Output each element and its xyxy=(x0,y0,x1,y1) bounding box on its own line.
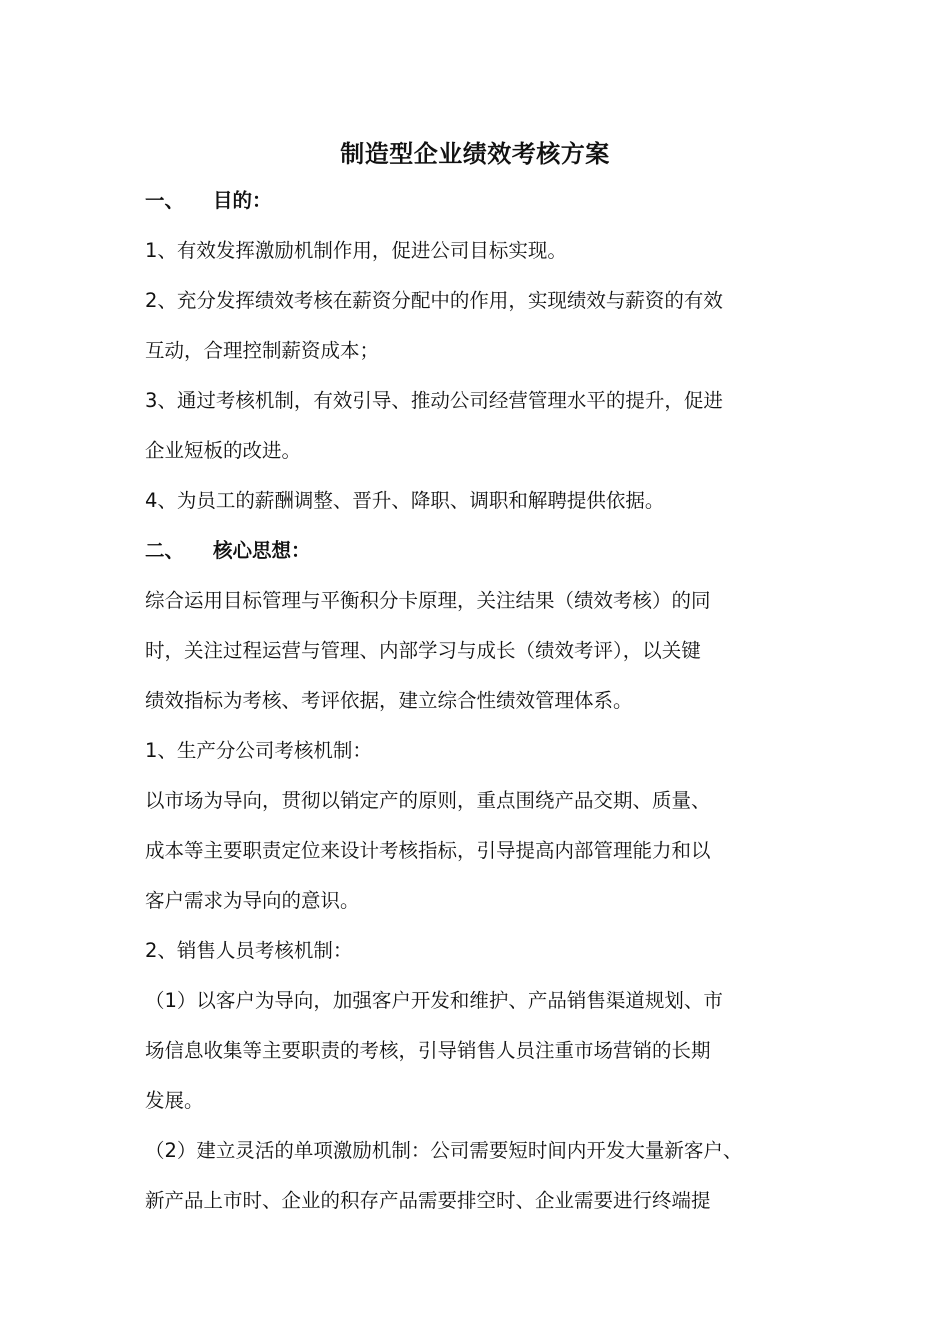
paragraph-line: 时，关注过程运营与管理、内部学习与成长（绩效考评），以关键 xyxy=(145,639,701,662)
section-title: 核心思想： xyxy=(213,539,311,562)
paragraph-line: 新产品上市时、企业的积存产品需要排空时、企业需要进行终端提 xyxy=(145,1189,711,1212)
paragraph-line: 4、为员工的薪酬调整、晋升、降职、调职和解聘提供依据。 xyxy=(145,489,665,512)
subheading-line: 1、生产分公司考核机制： xyxy=(145,739,372,762)
paragraph-line: 综合运用目标管理与平衡积分卡原理，关注结果（绩效考核）的同 xyxy=(145,589,711,612)
document-title: 制造型企业绩效考核方案 xyxy=(340,140,610,168)
paragraph-line: 成本等主要职责定位来设计考核指标，引导提高内部管理能力和以 xyxy=(145,839,711,862)
paragraph-line: （1）以客户为导向，加强客户开发和维护、产品销售渠道规划、市 xyxy=(145,989,723,1012)
section-heading-purpose xyxy=(145,186,272,216)
paragraph-line: 1、有效发挥激励机制作用，促进公司目标实现。 xyxy=(145,239,567,262)
section-number: 一、 xyxy=(145,189,185,212)
paragraph-line: 2、充分发挥绩效考核在薪资分配中的作用，实现绩效与薪资的有效 xyxy=(145,289,723,312)
paragraph-line: 企业短板的改进。 xyxy=(145,439,302,462)
subheading-line: 2、销售人员考核机制： xyxy=(145,939,353,962)
paragraph-line: （2）建立灵活的单项激励机制：公司需要短时间内开发大量新客户、 xyxy=(145,1139,743,1162)
paragraph-line: 3、通过考核机制，有效引导、推动公司经营管理水平的提升，促进 xyxy=(145,389,723,412)
paragraph-line: 场信息收集等主要职责的考核，引导销售人员注重市场营销的长期 xyxy=(145,1039,711,1062)
paragraph-line: 客户需求为导向的意识。 xyxy=(145,889,360,912)
section-title: 目的： xyxy=(213,189,272,212)
paragraph-line: 互动，合理控制薪资成本； xyxy=(145,339,380,362)
paragraph-line: 发展。 xyxy=(145,1089,204,1112)
paragraph-line: 绩效指标为考核、考评依据，建立综合性绩效管理体系。 xyxy=(145,689,633,712)
paragraph-line: 以市场为导向，贯彻以销定产的原则，重点围绕产品交期、质量、 xyxy=(145,789,711,812)
section-heading-core-idea xyxy=(145,536,311,566)
section-number: 二、 xyxy=(145,539,185,562)
